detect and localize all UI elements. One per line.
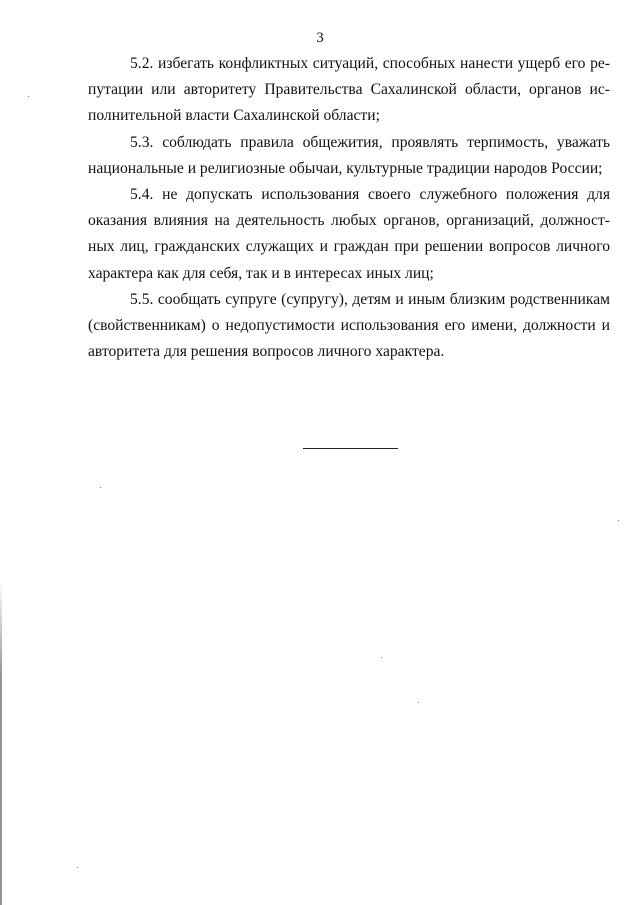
scan-speck bbox=[418, 702, 419, 703]
paragraph-5-5: 5.5. сообщать супруге (супругу), детям и иным близким родственникам (свойственникам) о недопустимости использования его имени, должности и авторитета для решения вопросов личного характера. bbox=[88, 290, 610, 361]
end-of-document-rule bbox=[303, 448, 398, 449]
scan-speck bbox=[100, 487, 101, 488]
document-body bbox=[88, 51, 610, 365]
scan-speck bbox=[618, 520, 619, 521]
scan-speck bbox=[381, 657, 382, 658]
page-number: 3 bbox=[316, 30, 324, 46]
scan-speck bbox=[77, 867, 78, 868]
scan-edge-shadow bbox=[0, 580, 2, 905]
paragraph-5-2: 5.2. избегать конфликтных ситуаций, способных нанести ущерб его репутации или авторитету Правительства Сахалинской области, органов исполнительной власти Сахалинской области; bbox=[88, 55, 610, 125]
scan-speck bbox=[28, 96, 29, 97]
paragraph-5-4: 5.4. не допускать использования своего служебного положения для оказания влияния на деятельность любых органов, организаций, должностных лиц, гражданских служащих и граждан при решении вопросов личного характера как для себя, так и в интересах иных лиц; bbox=[88, 186, 610, 282]
paragraph-5-3: 5.3. соблюдать правила общежития, проявлять терпимость, уважать национальные и религиозные обычаи, культурные традиции народов России; bbox=[88, 133, 610, 177]
